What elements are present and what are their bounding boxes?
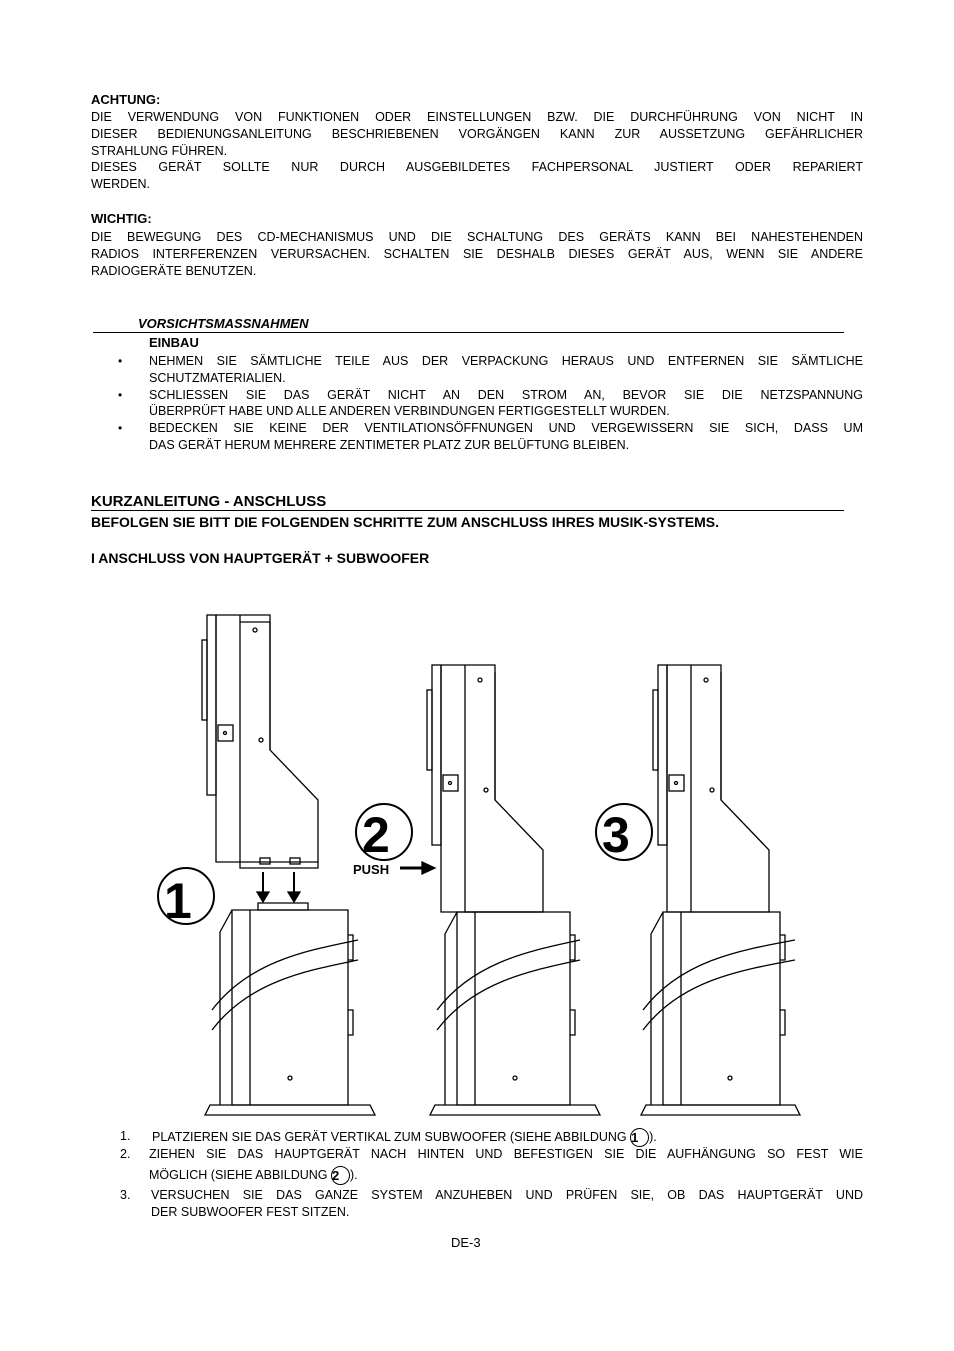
figure-label-3: 3: [602, 807, 630, 863]
step-1-text: PLATZIEREN SIE DAS GERÄT VERTIKAL ZUM SUBWOOFER (SIEHE ABBILDUNG: [152, 1130, 631, 1144]
main-unit-3: [653, 665, 769, 912]
subwoofer-3: [641, 912, 800, 1115]
wichtig-heading: WICHTIG:: [91, 211, 152, 226]
figure-ref-2-icon: 2: [331, 1166, 350, 1185]
achtung-line-4: DIESES GERÄT SOLLTE NUR DURCH AUSGEBILDETES FACHPERSONAL JUSTIERT ODER REPARIERT: [91, 160, 863, 175]
step-1: [120, 1128, 863, 1146]
step-1-end: ).: [649, 1130, 657, 1144]
section-heading: I ANSCHLUSS VON HAUPTGERÄT + SUBWOOFER: [91, 550, 430, 566]
step-2: [120, 1146, 863, 1185]
achtung-line-3: STRAHLUNG FÜHREN.: [91, 143, 228, 158]
einbau-list: [118, 353, 863, 454]
figure-label-1: 1: [164, 873, 192, 929]
step-2-end: ).: [349, 1167, 358, 1182]
einbau-item-1-line-1: NEHMEN SIE SÄMTLICHE TEILE AUS DER VERPACKUNG HERAUS UND ENTFERNEN SIE SÄMTLICHE: [149, 354, 863, 368]
main-unit-2: [427, 665, 543, 912]
step-1-number: 1.: [120, 1129, 131, 1143]
steps-list: [120, 1128, 863, 1220]
bullet-icon: •: [118, 421, 123, 436]
down-arrows-icon: [257, 872, 300, 902]
wichtig-line-2: RADIOS INTERFERENZEN VERURSACHEN. SCHALTEN SIE DESHALB DIESES GERÄT AUS, WENN SIE ANDERE: [91, 246, 863, 261]
subwoofer-2: [430, 912, 600, 1115]
wichtig-line-3: RADIOGERÄTE BENUTZEN.: [91, 263, 257, 278]
page-number: DE-3: [451, 1235, 481, 1250]
achtung-line-5: WERDEN.: [91, 177, 151, 192]
einbau-heading: EINBAU: [149, 335, 199, 350]
bullet-icon: •: [118, 387, 123, 402]
figure-ref-1-icon: 1: [630, 1128, 649, 1147]
achtung-line-1: DIE VERWENDUNG VON FUNKTIONEN ODER EINSTELLUNGEN BZW. DIE DURCHFÜHRUNG VON NICHT IN: [91, 110, 863, 124]
wichtig-text: [91, 229, 863, 279]
wichtig-line-1: DIE BEWEGUNG DES CD-MECHANISMUS UND DIE SCHALTUNG DES GERÄTS KANN BEI NAHESTEHENDEN: [91, 230, 863, 244]
achtung-heading: ACHTUNG:: [91, 92, 161, 107]
einbau-item-1-line-2: SCHUTZMATERIALIEN.: [149, 370, 286, 385]
step-3: [120, 1185, 863, 1221]
achtung-line-2: DIESER BEDIENUNGSANLEITUNG BESCHRIEBENEN VORGÄNGEN KANN ZUR AUSSETZUNG GEFÄHRLICHER: [91, 126, 863, 141]
figure-label-2: 2: [362, 807, 390, 863]
subwoofer-1: [205, 903, 375, 1115]
einbau-item-3: [118, 420, 863, 454]
step-2-number: 2.: [120, 1147, 131, 1161]
step-2-line-1: ZIEHEN SIE DAS HAUPTGERÄT NACH HINTEN UND BEFESTIGEN SIE DIE AUFHÄNGUNG SO FEST WIE: [149, 1147, 863, 1161]
push-label: PUSH: [353, 862, 390, 877]
push-arrow-icon: [400, 862, 435, 874]
achtung-text: [91, 109, 863, 193]
vorsicht-rule: [93, 332, 844, 333]
kurz-subtitle: BEFOLGEN SIE BITT DIE FOLGENDEN SCHRITTE ZUM ANSCHLUSS IHRES MUSIK-SYSTEMS.: [91, 514, 719, 530]
main-unit-1: [202, 615, 318, 868]
kurz-rule: [91, 510, 844, 511]
step-3-line-1: VERSUCHEN SIE DAS GANZE SYSTEM ANZUHEBEN UND PRÜFEN SIE, OB DAS HAUPTGERÄT UND: [151, 1187, 863, 1202]
step-3-number: 3.: [120, 1187, 131, 1202]
einbau-item-2-line-1: SCHLIESSEN SIE DAS GERÄT NICHT AN DEN STROM AN, BEVOR SIE DIE NETZSPANNUNG: [149, 387, 863, 402]
vorsicht-heading: VORSICHTSMASSNAHMEN: [138, 316, 309, 331]
bullet-icon: •: [118, 354, 123, 368]
einbau-item-2-line-2: ÜBERPRÜFT HABE UND ALLE ANDEREN VERBINDUNGEN FERTIGGESTELLT WURDEN.: [149, 404, 670, 419]
step-3-line-2: DER SUBWOOFER FEST SITZEN.: [151, 1204, 350, 1219]
einbau-item-1: [118, 353, 863, 387]
einbau-item-2: [118, 387, 863, 421]
einbau-item-3-line-1: BEDECKEN SIE KEINE DER VENTILATIONSÖFFNUNGEN UND VERGEWISSERN SIE SICH, DASS UM: [149, 421, 863, 436]
kurz-heading: KURZANLEITUNG - ANSCHLUSS: [91, 493, 327, 510]
step-2-text: MÖGLICH (SIEHE ABBILDUNG: [149, 1167, 331, 1182]
einbau-item-3-line-2: DAS GERÄT HERUM MEHRERE ZENTIMETER PLATZ ZUR BELÜFTUNG BLEIBEN.: [149, 437, 630, 452]
assembly-figure: [150, 600, 810, 1120]
